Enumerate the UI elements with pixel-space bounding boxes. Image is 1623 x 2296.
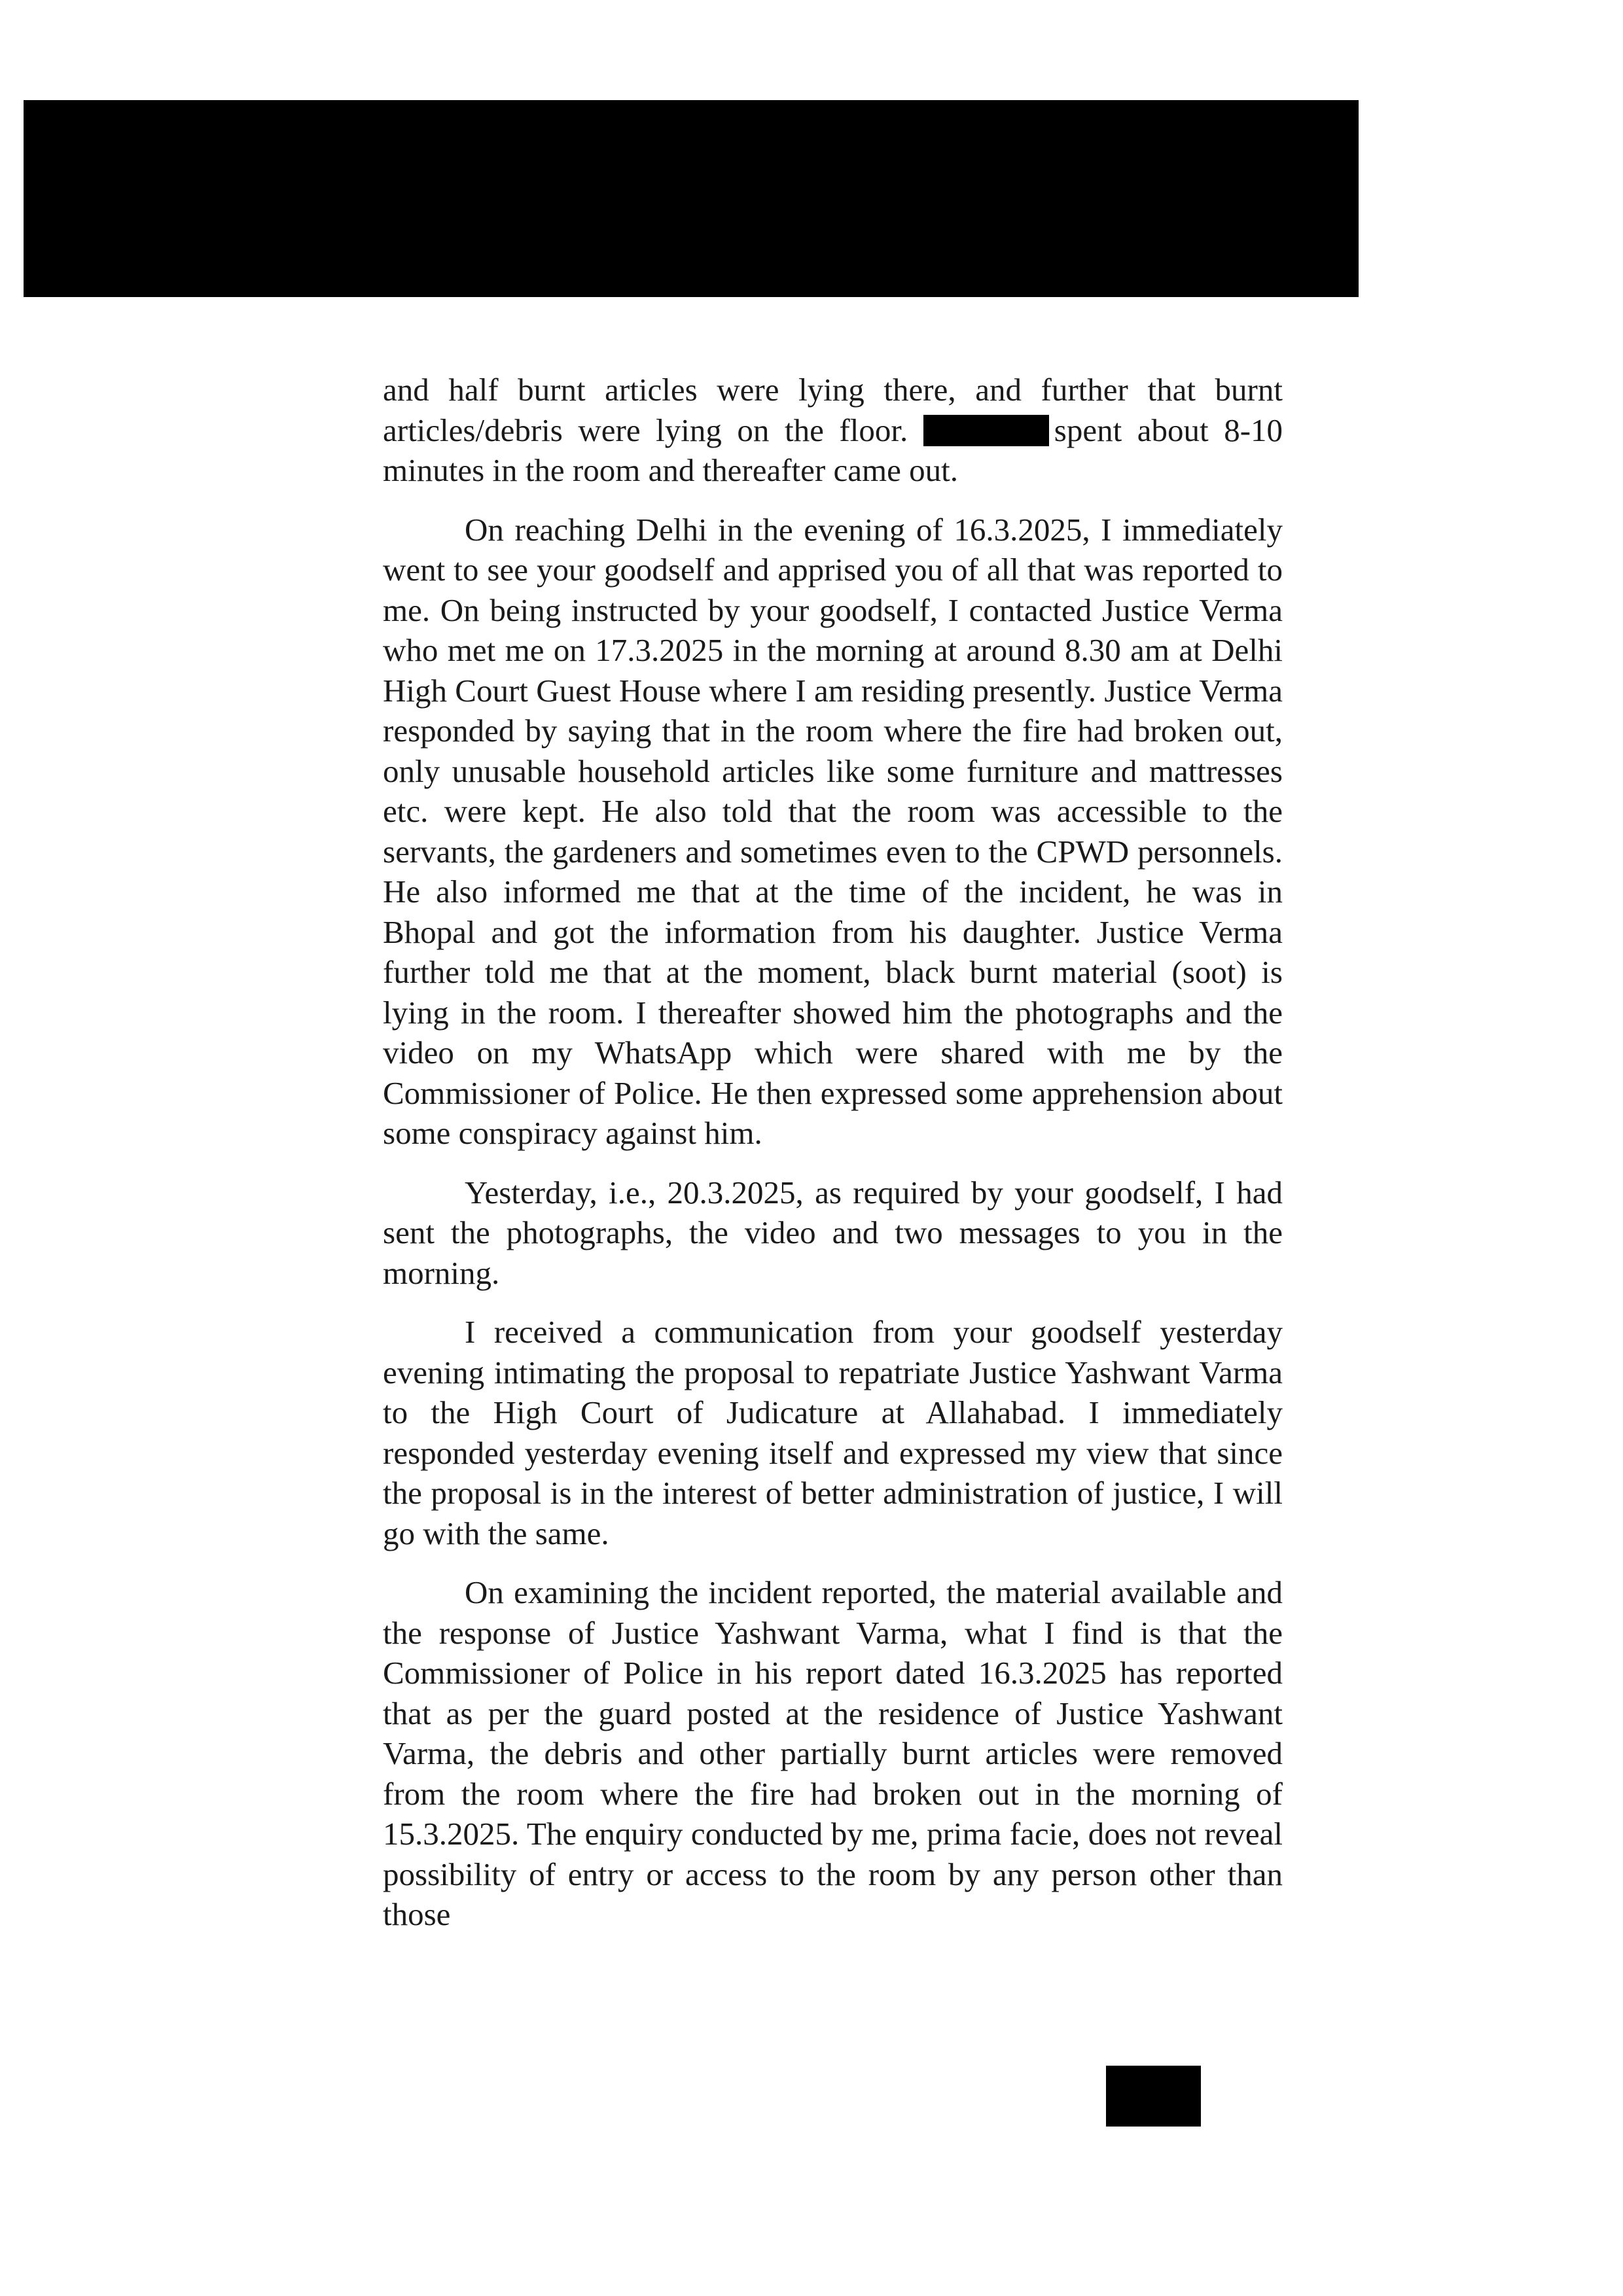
paragraph-1 [383, 370, 1283, 491]
paragraph-4: I received a communication from your goodself yesterday evening intimating the proposal to repatriate Justice Yashwant Varma to the High Court of Judicature at Allahabad. I immediately responded yesterday evening itself and expressed my view that since the proposal is in the interest of better administration of justice, I will go with the same. [383, 1314, 1283, 1551]
letter-body [383, 370, 1283, 1954]
footer-redaction-block [1106, 2066, 1201, 2127]
paragraph-5: On examining the incident reported, the material available and the response of Justice Yashwant Varma, what I find is that the Commissioner of Police in his report dated 16.3.2025 has reported that as per the guard posted at the residence of Justice Yashwant Varma, the debris and other partially burnt articles were removed from the room where the fire had broken out in the morning of 15.3.2025. The enquiry conducted by me, prima facie, does not reveal possibility of entry or access to the room by any person other than those [383, 1574, 1283, 1932]
inline-redaction-block [923, 415, 1049, 446]
header-redaction-block [24, 100, 1359, 297]
paragraph-2: On reaching Delhi in the evening of 16.3.2025, I immediately went to see your goodself and apprised you of all that was reported to me. On being instructed by your goodself, I contacted Justice Verma who met me on 17.3.2025 in the morning at around 8.30 am at Delhi High Court Guest House where I am residing presently. Justice Verma responded by saying that in the room where the fire had broken out, only unusable household articles like some furniture and mattresses etc. were kept. He also told that the room was accessible to the servants, the gardeners and sometimes even to the CPWD personnels. He also informed me that at the time of the incident, he was in Bhopal and got the information from his daughter. Justice Verma further told me that at the moment, black burnt material (soot) is lying in the room. I thereafter showed him the photographs and the video on my WhatsApp which were shared with me by the Commissioner of Police. He then expressed some apprehension about some conspiracy against him. [383, 511, 1283, 1151]
paragraph-1-end: spent about 8-10 minutes in the room and thereafter came out. [383, 412, 1283, 488]
paragraph-3: Yesterday, i.e., 20.3.2025, as required by your goodself, I had sent the photographs, the video and two messages to you in the morning. [383, 1174, 1283, 1291]
paragraph-1-start: and half burnt articles were lying there, and further that burnt articles/debris were lying on the floor. [383, 372, 1283, 448]
